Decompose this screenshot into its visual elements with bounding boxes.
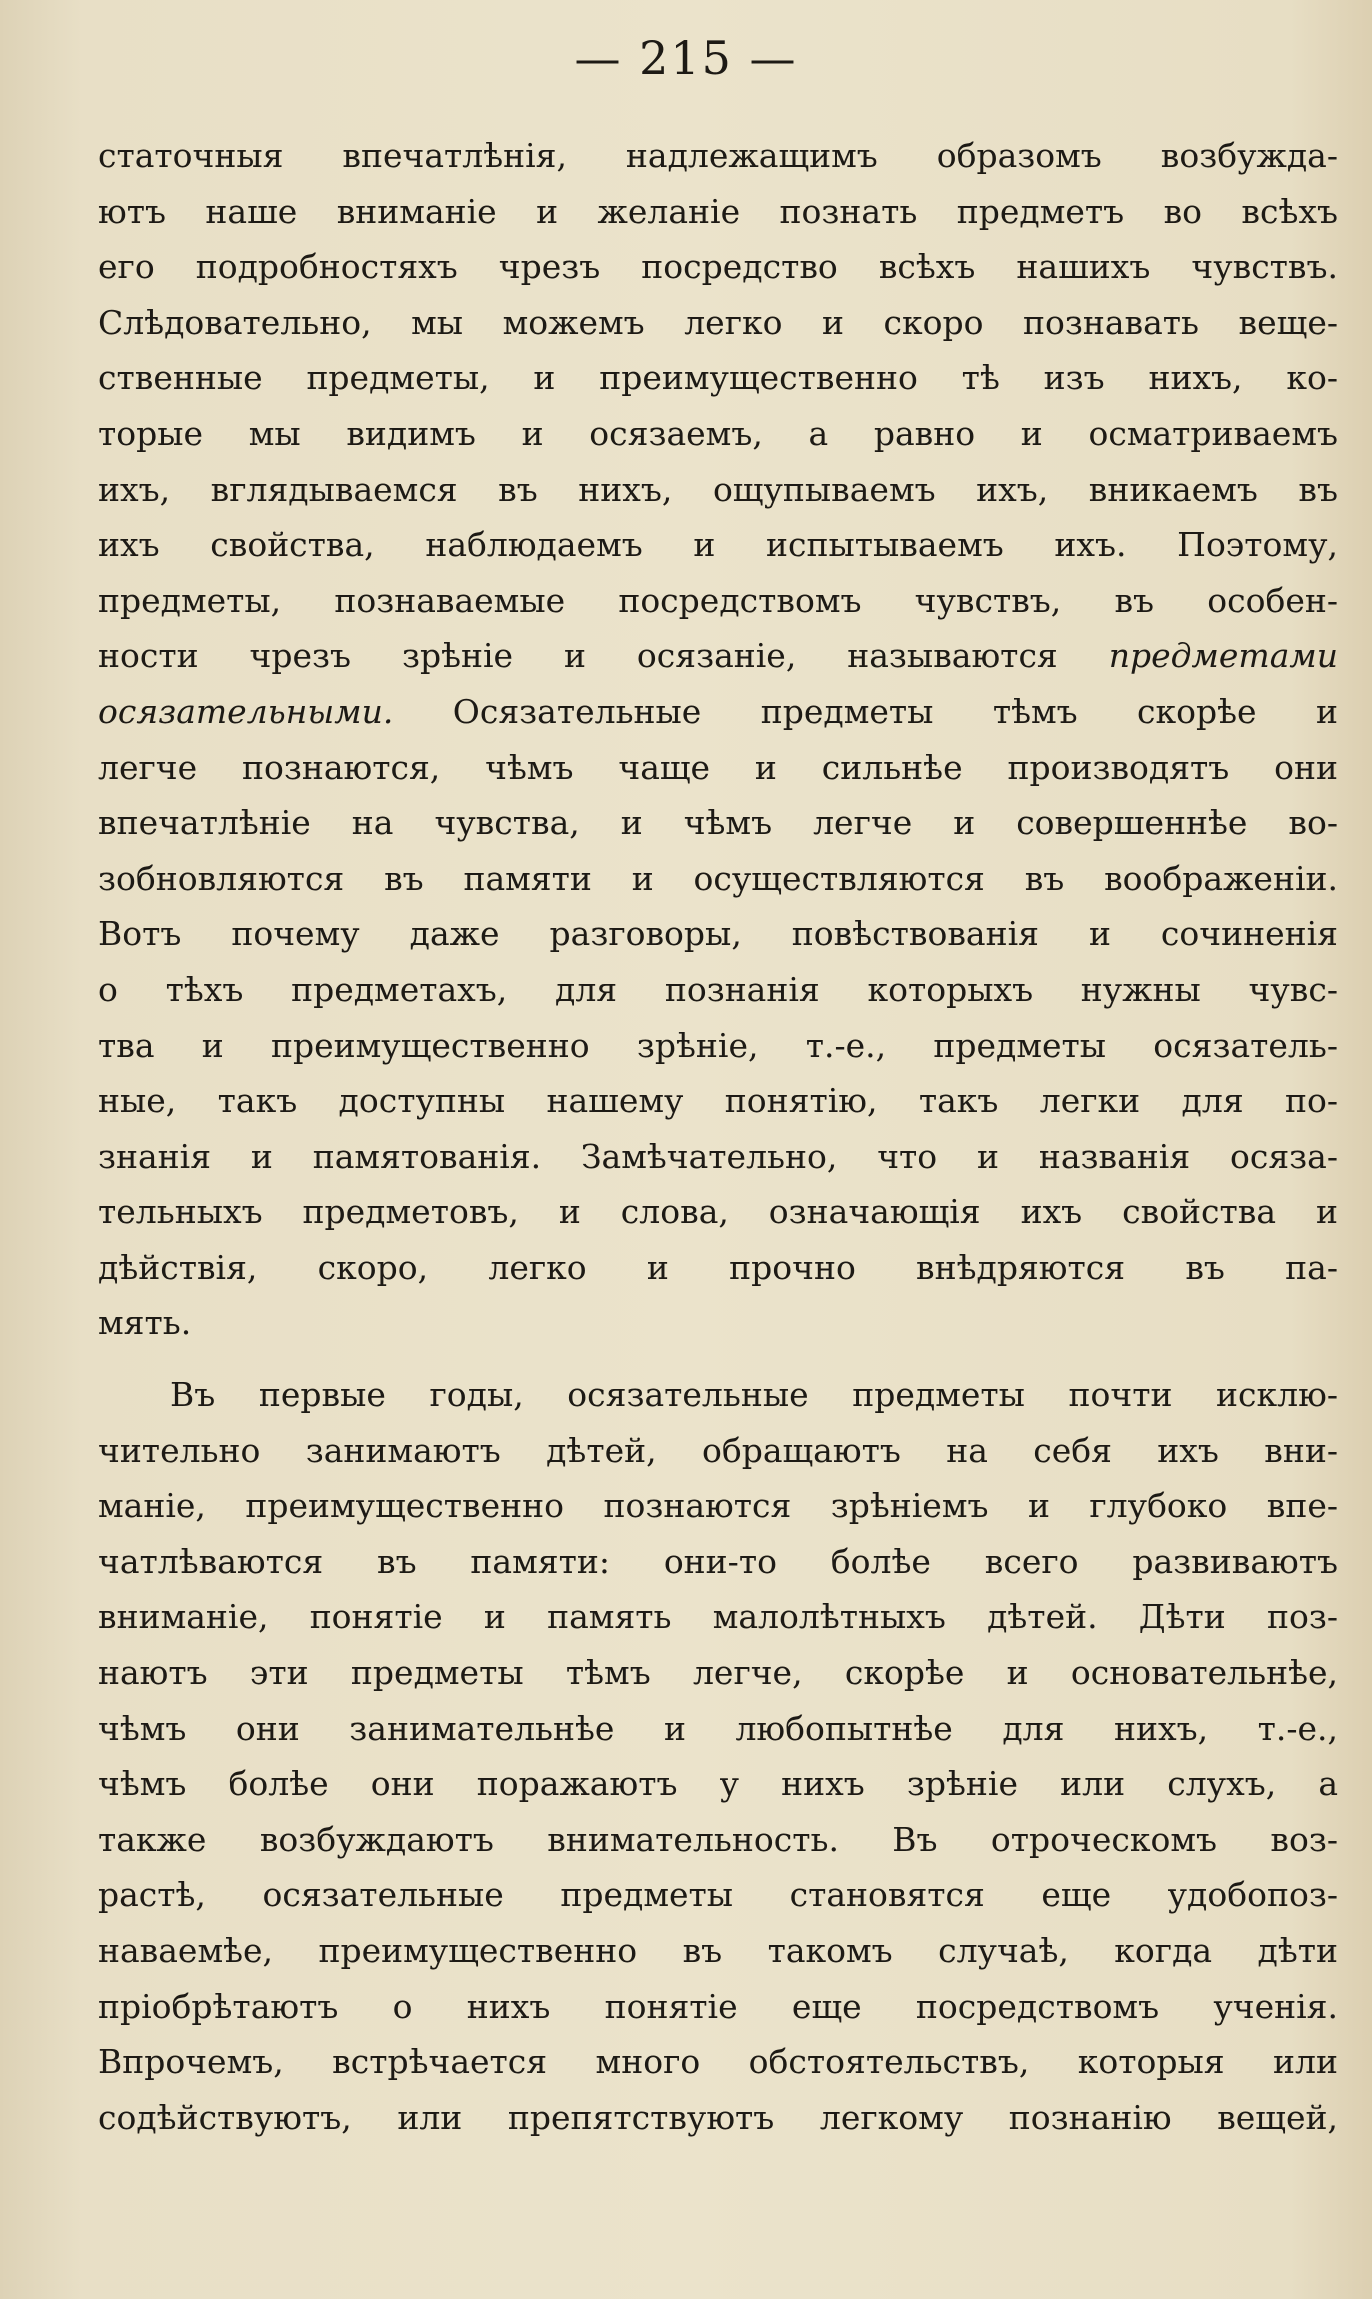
text-line: наваемѣе, преимущественно въ такомъ случаѣ, когда дѣти: [98, 1931, 1338, 1970]
text-line-with-emphasis: [98, 628, 1338, 684]
text-line: маніе, преимущественно познаются зрѣніемъ и глубоко впе-: [98, 1486, 1338, 1526]
text-line: Слѣдовательно, мы можемъ легко и скоро познавать веще-: [98, 302, 1338, 342]
text-line: растѣ, осязательные предметы становятся еще удобопоз-: [98, 1875, 1338, 1915]
text-line: тва и преимущественно зрѣніе, т.-е., предметы осязатель-: [98, 1025, 1338, 1065]
text-line: о тѣхъ предметахъ, для познанія которыхъ нужны чувс-: [98, 969, 1338, 1009]
text-line: торые мы видимъ и осязаемъ, а равно и осматриваемъ: [98, 413, 1338, 453]
text-line: ютъ наше вниманіе и желаніе познать предметъ во всѣхъ: [98, 191, 1338, 231]
text-line: ственные предметы, и преимущественно тѣ изъ нихъ, ко-: [98, 358, 1338, 398]
text-line: также возбуждаютъ внимательность. Въ отроческомъ воз-: [98, 1819, 1338, 1859]
text-line: мять.: [98, 1303, 192, 1343]
text-segment: ности чрезъ зрѣніе и осязаніе, называются: [98, 636, 1058, 676]
text-line: Вотъ почему даже разговоры, повѣствованія и сочиненія: [98, 914, 1338, 954]
text-line: предметы, познаваемые посредствомъ чувствъ, въ особен-: [98, 580, 1338, 620]
text-segment: Осязательные предметы тѣмъ скорѣе и: [452, 691, 1338, 731]
text-line: вниманіе, понятіе и память малолѣтныхъ дѣтей. Дѣти поз-: [98, 1597, 1338, 1637]
text-line: впечатлѣніе на чувства, и чѣмъ легче и совершеннѣе во-: [98, 803, 1338, 843]
emphasis-term: предметами: [1108, 636, 1338, 676]
text-line: ихъ, вглядываемся въ нихъ, ощупываемъ ихъ, вникаемъ въ: [98, 469, 1338, 509]
body-text: [98, 128, 1338, 2145]
text-line-with-emphasis: [98, 684, 1338, 740]
text-line: Въ первые годы, осязательные предметы почти исклю-: [170, 1375, 1338, 1415]
text-line: содѣйствуютъ, или препятствуютъ легкому познанію вещей,: [98, 2097, 1338, 2137]
text-line: чѣмъ болѣе они поражаютъ у нихъ зрѣніе или слухъ, а: [98, 1764, 1338, 1804]
emphasis-term: осязательными.: [98, 691, 394, 731]
text-line: знанія и памятованія. Замѣчательно, что и названія осяза-: [98, 1136, 1338, 1176]
text-line: чѣмъ они занимательнѣе и любопытнѣе для нихъ, т.-е.,: [98, 1708, 1338, 1748]
text-line: наютъ эти предметы тѣмъ легче, скорѣе и основательнѣе,: [98, 1653, 1338, 1693]
text-line: ные, такъ доступны нашему понятію, такъ легки для по-: [98, 1081, 1338, 1121]
paragraph-1: [98, 128, 1338, 1351]
paragraph-gap: [98, 1351, 1338, 1367]
text-line: ихъ свойства, наблюдаемъ и испытываемъ ихъ. Поэтому,: [98, 525, 1338, 565]
text-line: Впрочемъ, встрѣчается много обстоятельствъ, которыя или: [98, 2042, 1338, 2082]
text-line: зобновляются въ памяти и осуществляются въ воображеніи.: [98, 858, 1338, 898]
text-line: тельныхъ предметовъ, и слова, означающія ихъ свойства и: [98, 1192, 1338, 1232]
text-line: легче познаются, чѣмъ чаще и сильнѣе производятъ они: [98, 747, 1338, 787]
text-line: статочныя впечатлѣнія, надлежащимъ образомъ возбужда-: [98, 136, 1338, 175]
text-line: чатлѣваются въ памяти: они-то болѣе всего развиваютъ: [98, 1541, 1338, 1581]
text-line: чительно занимаютъ дѣтей, обращаютъ на себя ихъ вни-: [98, 1430, 1338, 1470]
text-line: дѣйствія, скоро, легко и прочно внѣдряются въ па-: [98, 1247, 1338, 1287]
page-number: — 215 —: [574, 31, 798, 85]
paragraph-2: [98, 1367, 1338, 2145]
text-line: его подробностяхъ чрезъ посредство всѣхъ нашихъ чувствъ.: [98, 247, 1338, 287]
text-line: пріобрѣтаютъ о нихъ понятіе еще посредствомъ ученія.: [98, 1986, 1338, 2026]
